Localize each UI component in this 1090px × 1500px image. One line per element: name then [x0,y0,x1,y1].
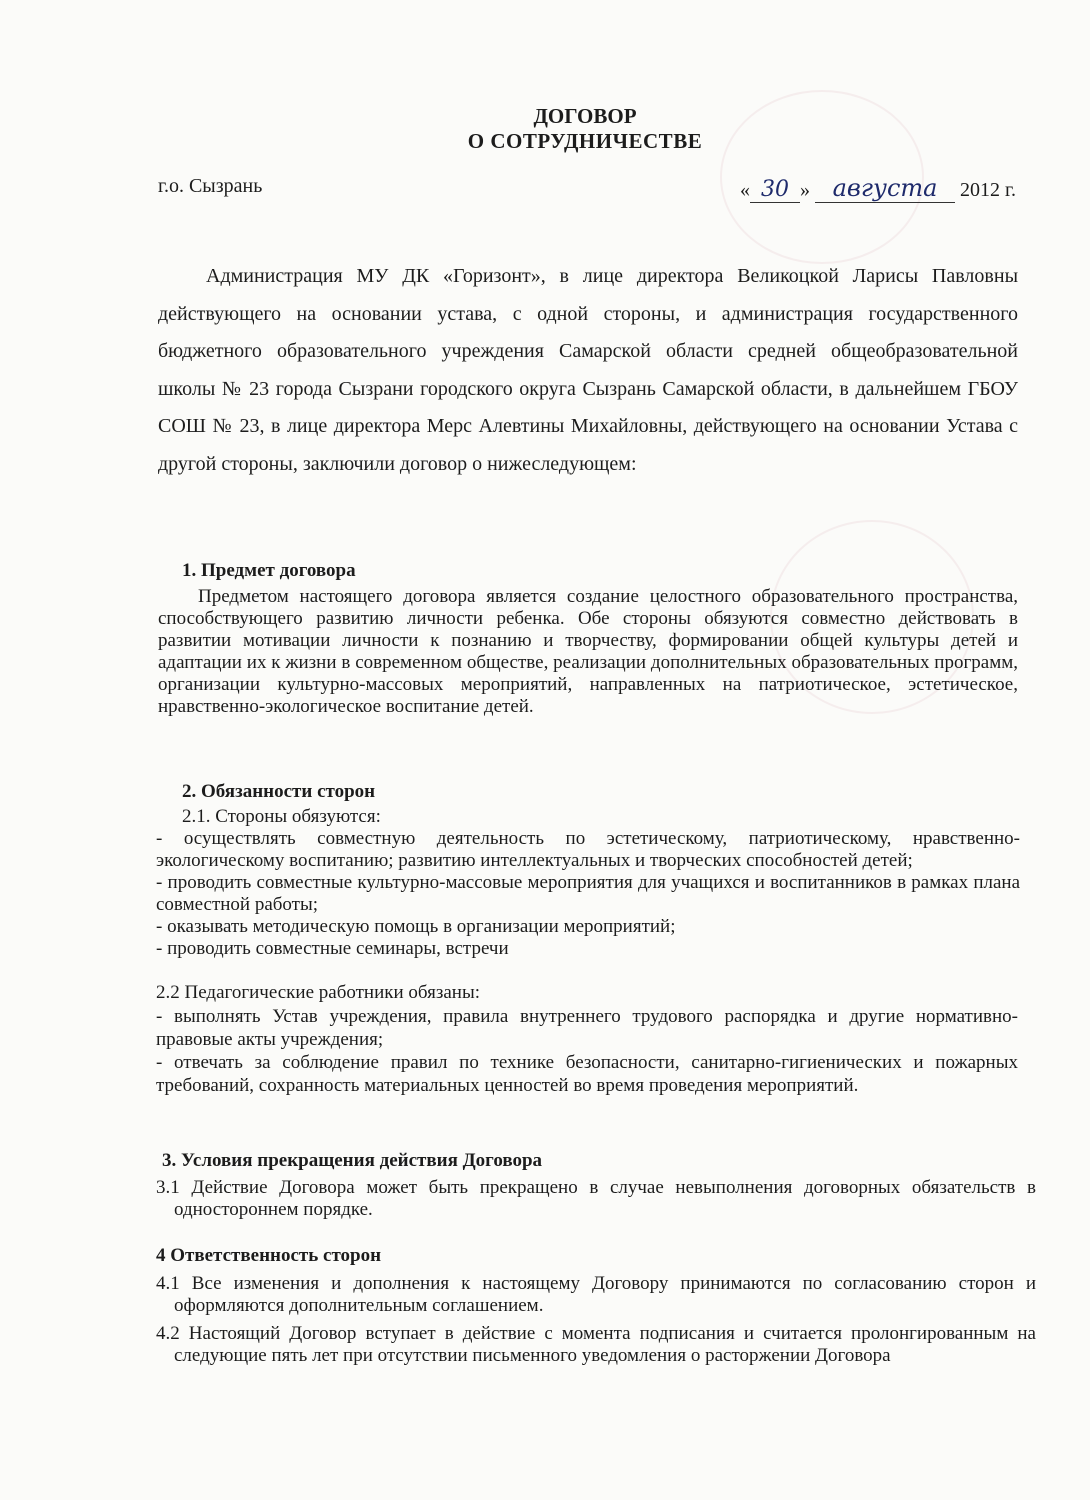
date-year: 2012 г. [960,179,1016,201]
intro-paragraph: Администрация МУ ДК «Горизонт», в лице директора Великоцкой Ларисы Павловны действующего на основании устава, с одной стороны, и администрация государственного бюджетного образовательного учреждения Самарской области средней общеобразовательной школы № 23 города Сызрани городского округа Сызрань Самарской области, в дальнейшем ГБОУ СОШ № 23, в лице директора Мерс Алевтины Михайловны, действующего на основании Устава с другой стороны, заключили договор о нижеследующем: [158,265,1018,475]
section2-list2 [156,1005,1018,1097]
section1-text: Предметом настоящего договора является создание целостного образовательного пространства, способствующего развитию личности ребенка. Обе стороны обязуются совместно действовать в развитии мотивации личности к познанию и творчеству, формировании общей культуры детей и адаптации их к жизни в современном обществе, реализации дополнительных образовательных программ, организации культурно-массовых мероприятий, направленных на патриотическое, эстетическое, нравственно-экологическое воспитание детей. [158,586,1018,717]
section2-heading: 2. Обязанности сторон [182,781,376,802]
date-open-quote: « [740,179,751,201]
contract-date [740,174,1016,203]
section4-item: 4.1 Все изменения и дополнения к настоящему Договору принимаются по согласованию сторон и оформляются дополнительным соглашением. [156,1273,1036,1316]
list-item: - отвечать за соблюдение правил по технике безопасности, санитарно-гигиенических и пожарных требований, сохранность материальных ценностей во время проведения мероприятий. [156,1052,1018,1096]
handwritten-day: 30 [750,177,800,203]
section2-sub2: 2.2 Педагогические работники обязаны: [156,982,480,1003]
document-subtitle: О СОТРУДНИЧЕСТВЕ [467,129,703,153]
section4-heading: 4 Ответственность сторон [156,1245,382,1266]
list-item: - оказывать методическую помощь в организации мероприятий; [156,916,676,937]
handwritten-month: августа [815,174,955,203]
list-item: - проводить совместные культурно-массовые мероприятия для учащихся и воспитанников в рамках плана совместной работы; [156,872,1020,915]
list-item: - выполнять Устав учреждения, правила внутреннего трудового распорядка и другие нормативно-правовые акты учреждения; [156,1006,1018,1050]
document-title: ДОГОВОР [533,104,637,128]
section2-list1 [156,828,1020,960]
date-close-quote: » [800,179,811,201]
list-item: - проводить совместные семинары, встречи [156,938,509,959]
section1-heading: 1. Предмет договора [182,560,356,581]
city-label: г.о. Сызрань [158,175,263,197]
section4-item: 4.2 Настоящий Договор вступает в действие с момента подписания и считается пролонгированным на следующие пять лет при отсутствии письменного уведомления о расторжении Договора [156,1323,1036,1366]
section3-heading: 3. Условия прекращения действия Договора [162,1150,543,1171]
list-item: - осуществлять совместную деятельность по эстетическому, патриотическому, нравственно-экологическому воспитанию; развитию интеллектуальных и творческих способностей детей; [156,828,1020,871]
section3-item: 3.1 Действие Договора может быть прекращено в случае невыполнения договорных обязательств в одностороннем порядке. [156,1177,1036,1220]
section2-sub1: 2.1. Стороны обязуются: [182,806,381,827]
